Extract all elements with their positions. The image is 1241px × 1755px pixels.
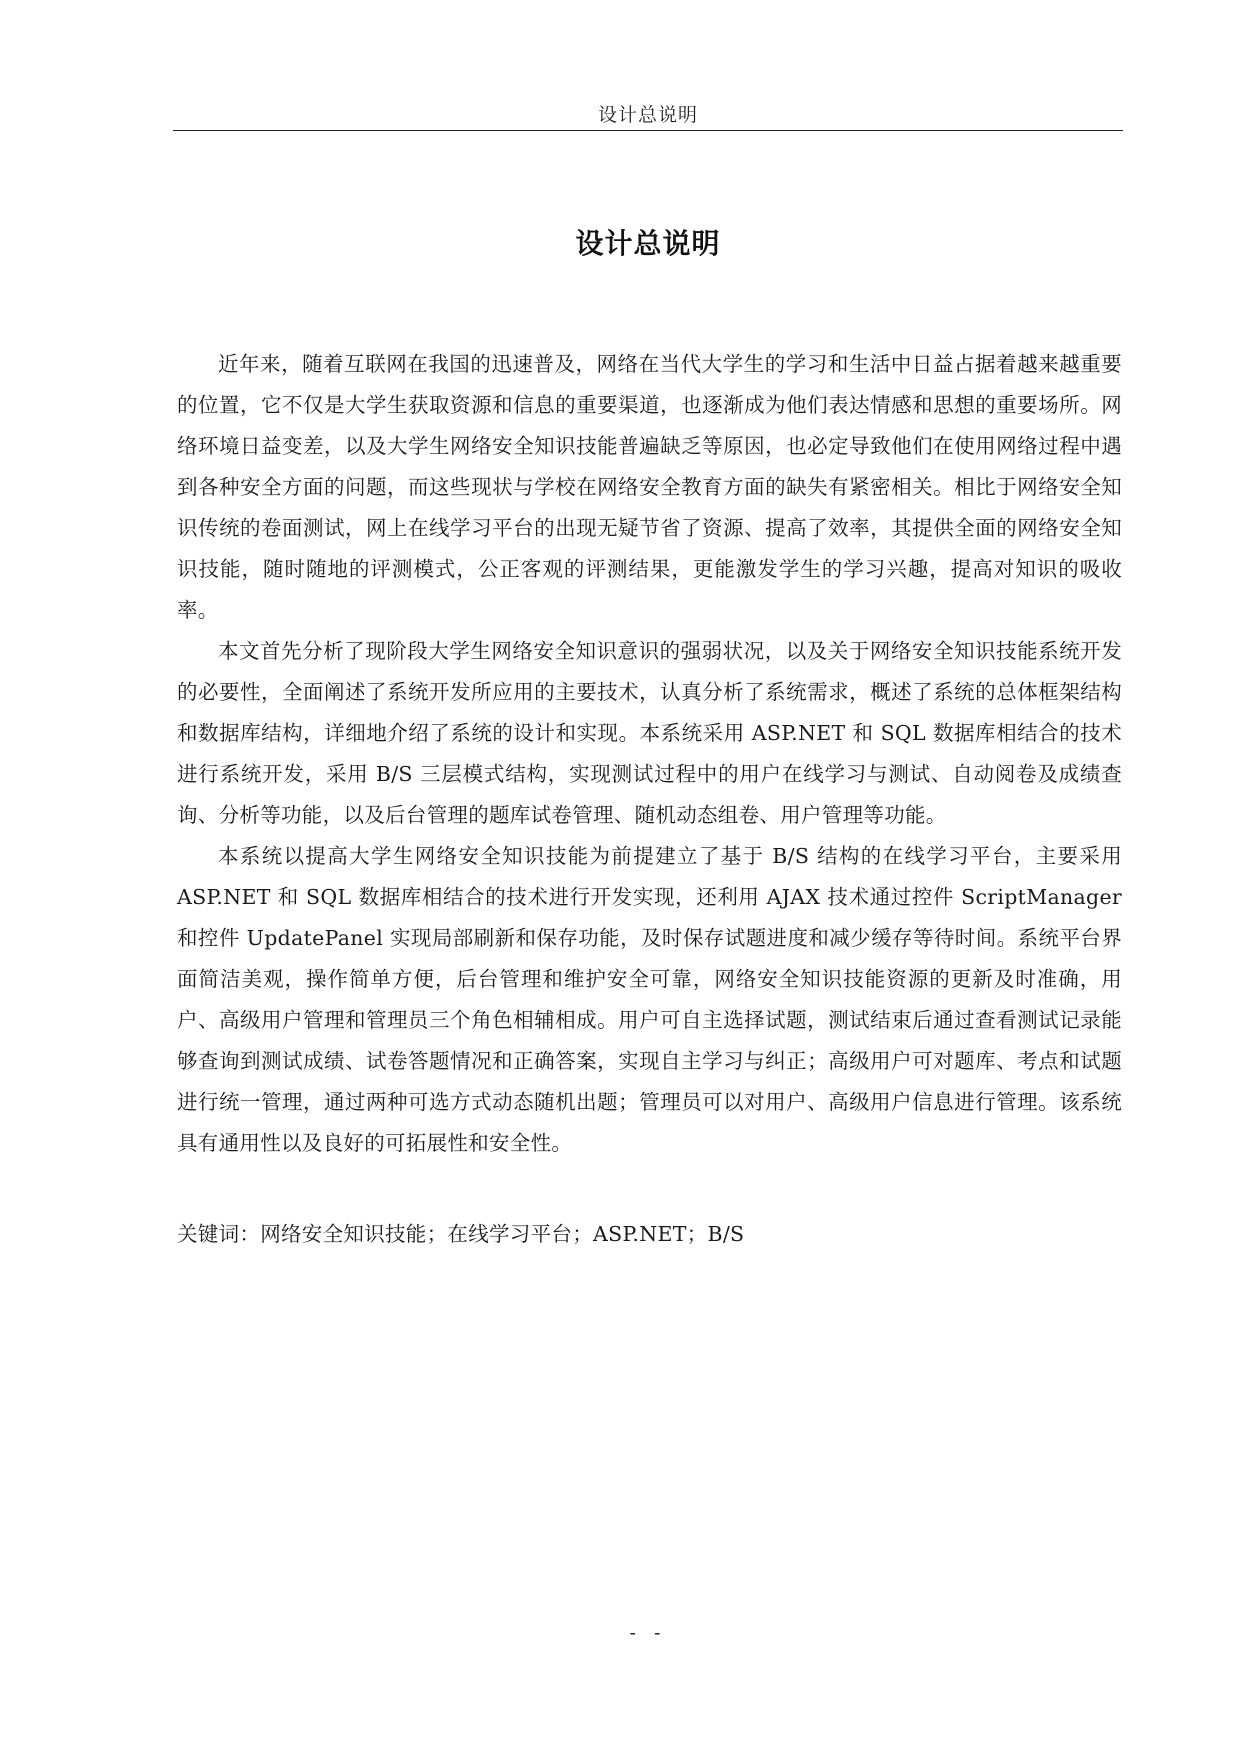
- document-title: 设计总说明: [575, 227, 721, 260]
- running-header-title: 设计总说明: [597, 104, 698, 126]
- abstract-paragraph-3: 本系统以提高大学生网络安全知识技能为前提建立了基于 B/S 结构的在线学习平台，主要采用 ASP.NET 和 SQL 数据库相结合的技术进行开发实现，还利用 AJAX 技术通过控件 ScriptManager 和控件 UpdatePanel 实现局部刷新和保存功能，及时保存试题进度和减少缓存等待时间。系统平台界面简洁美观，操作简单方便，后台管理和维护安全可靠，网络安全知识技能资源的更新及时准确，用户、高级用户管理和管理员三个角色相辅相成。用户可自主选择试题，测试结束后通过查看测试记录能够查询到测试成绩、试卷答题情况和正确答案，实现自主学习与纠正；高级用户可对题库、考点和试题进行统一管理，通过两种可选方式动态随机出题；管理员可以对用户、高级用户信息进行管理。该系统具有通用性以及良好的可拓展性和安全性。: [177, 844, 1122, 1155]
- header-divider: [173, 130, 1123, 131]
- abstract-paragraph-1: 近年来，随着互联网在我国的迅速普及，网络在当代大学生的学习和生活中日益占据着越来越重要的位置，它不仅是大学生获取资源和信息的重要渠道，也逐渐成为他们表达情感和思想的重要场所。网络环境日益变差，以及大学生网络安全知识技能普遍缺乏等原因，也必定导致他们在使用网络过程中遇到各种安全方面的问题，而这些现状与学校在网络安全教育方面的缺失有紧密相关。相比于网络安全知识传统的卷面测试，网上在线学习平台的出现无疑节省了资源、提高了效率，其提供全面的网络安全知识技能，随时随地的评测模式，公正客观的评测结果，更能激发学生的学习兴趣，提高对知识的吸收率。: [177, 352, 1122, 622]
- page-number: - -: [629, 1622, 667, 1644]
- keywords-line: 关键词：网络安全知识技能；在线学习平台；ASP.NET；B/S: [177, 1222, 745, 1246]
- abstract-body: [177, 344, 1122, 1164]
- abstract-paragraph-2: 本文首先分析了现阶段大学生网络安全知识意识的强弱状况，以及关于网络安全知识技能系统开发的必要性，全面阐述了系统开发所应用的主要技术，认真分析了系统需求，概述了系统的总体框架结构和数据库结构，详细地介绍了系统的设计和实现。本系统采用 ASP.NET 和 SQL 数据库相结合的技术进行系统开发，采用 B/S 三层模式结构，实现测试过程中的用户在线学习与测试、自动阅卷及成绩查询、分析等功能，以及后台管理的题库试卷管理、随机动态组卷、用户管理等功能。: [177, 639, 1122, 827]
